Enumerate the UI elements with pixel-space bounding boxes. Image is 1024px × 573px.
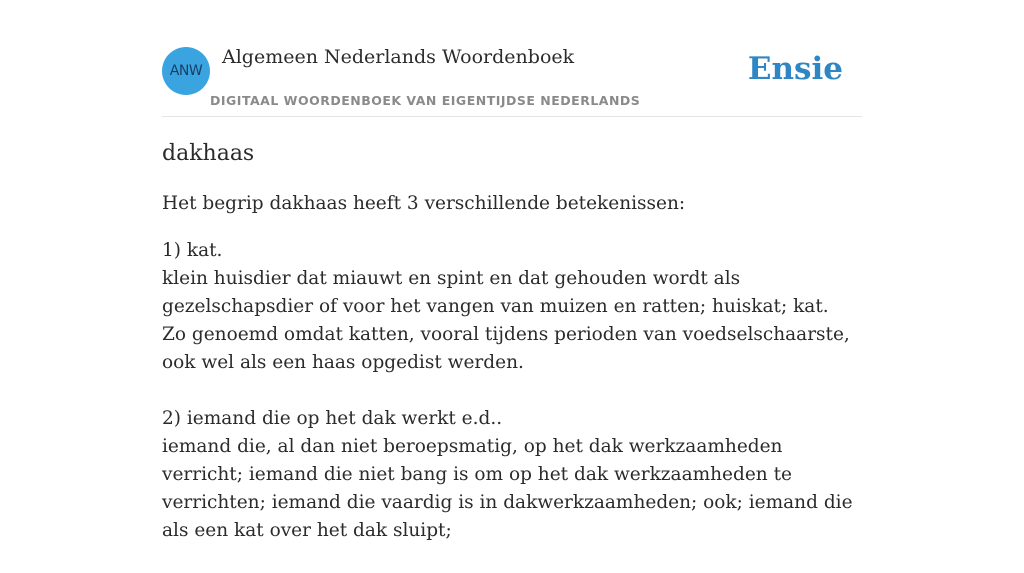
meaning-definition: klein huisdier dat miauwt en spint en dat gehouden wordt als gezelschapsdier of voor het vangen van muizen en ratten; huiskat; kat. — [162, 268, 829, 317]
meaning-1 — [162, 237, 864, 377]
site-title[interactable]: Algemeen Nederlands Woordenboek — [222, 46, 575, 68]
meaning-title: 1) kat. — [162, 240, 223, 261]
meaning-title: 2) iemand die op het dak werkt e.d.. — [162, 408, 503, 429]
meaning-definition: iemand die, al dan niet beroepsmatig, op het dak werkzaamheden verricht; iemand die niet bang is om op het dak werkzaamheden te verrichten; iemand die vaardig is in dakwerkzaamheden; ook; iemand die als een kat over het dak sluipt; — [162, 436, 853, 541]
anw-logo[interactable]: ANW — [162, 47, 210, 95]
ensie-brand-logo[interactable]: Ensie — [747, 51, 843, 87]
entry-intro: Het begrip dakhaas heeft 3 verschillende betekenissen: — [162, 193, 686, 214]
meaning-2 — [162, 405, 864, 545]
meaning-note: Zo genoemd omdat katten, vooral tijdens perioden van voedselschaarste, ook wel als een haas opgedist werden. — [162, 324, 850, 373]
entry-content — [162, 138, 864, 573]
entry-headword: dakhaas — [162, 141, 255, 166]
site-header — [162, 40, 862, 117]
site-subtitle: DIGITAAL WOORDENBOEK VAN EIGENTIJDSE NEDERLANDS — [210, 93, 641, 108]
